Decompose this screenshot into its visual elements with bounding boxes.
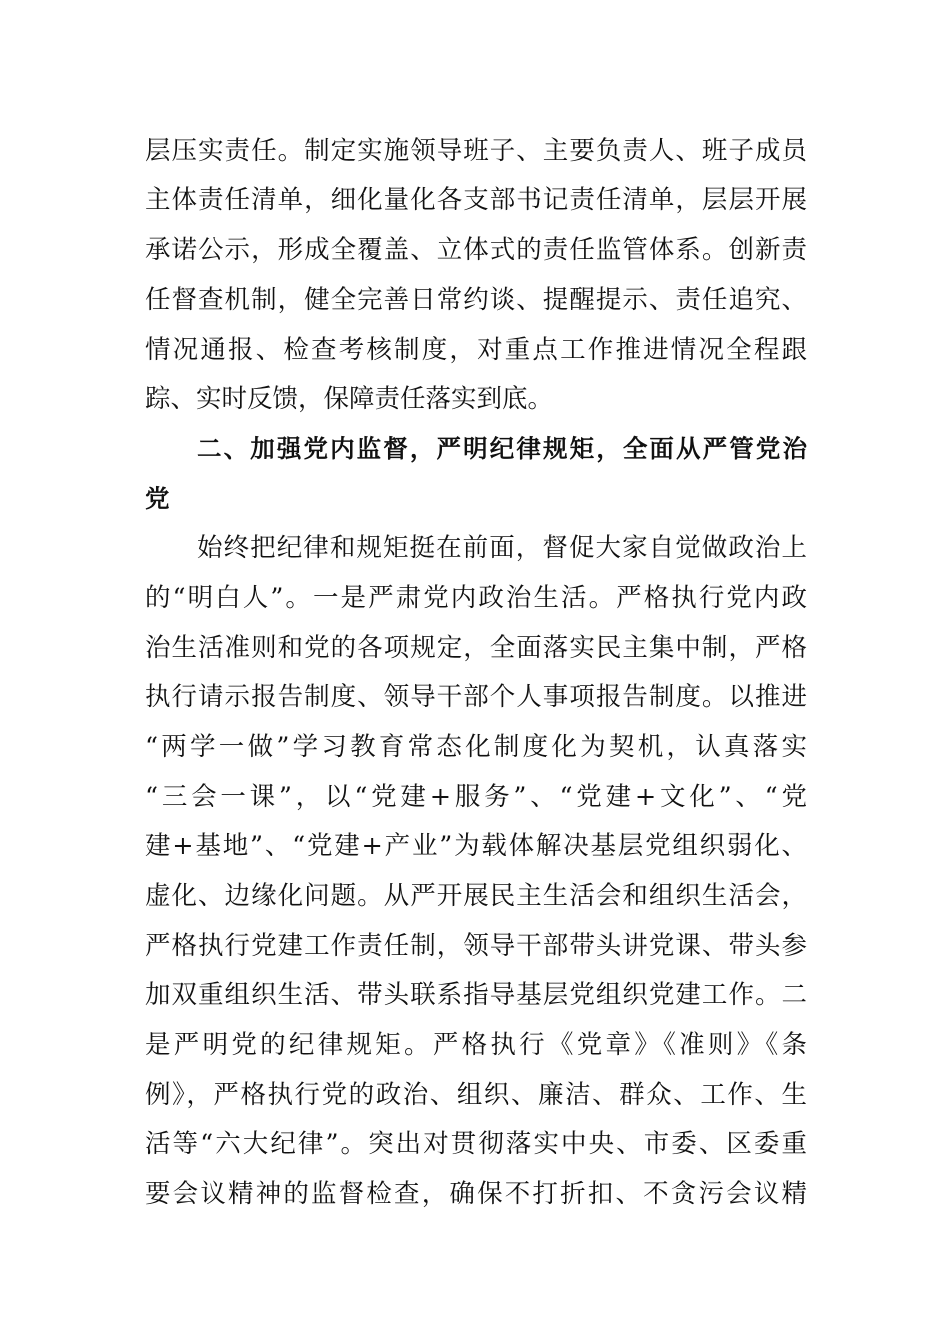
paragraph-line: 情况通报、检查考核制度，对重点工作推进情况全程跟: [145, 335, 807, 365]
paragraph-line: 严格执行党建工作责任制，领导干部带头讲党课、带头参: [145, 931, 807, 961]
paragraph-line: 承诺公示，形成全覆盖、立体式的责任监管体系。创新责: [145, 235, 807, 265]
section-heading: 二、加强党内监督，严明纪律规矩，全面从严管党治: [197, 434, 807, 463]
paragraph-line: 治生活准则和党的各项规定，全面落实民主集中制，严格: [145, 633, 807, 663]
paragraph-line: 加双重组织生活、带头联系指导基层党组织党建工作。二: [145, 980, 807, 1010]
paragraph-line: 例》，严格执行党的政治、组织、廉洁、群众、工作、生: [145, 1080, 807, 1110]
paragraph-line: 活等“六大纪律”。突出对贯彻落实中央、市委、区委重: [145, 1129, 807, 1159]
paragraph-line: 的“明白人”。一是严肃党内政治生活。严格执行党内政: [145, 583, 807, 613]
paragraph-line: 层压实责任。制定实施领导班子、主要负责人、班子成员: [145, 136, 807, 166]
paragraph-line: “两学一做”学习教育常态化制度化为契机，认真落实: [145, 732, 807, 762]
paragraph-line: 是严明党的纪律规矩。严格执行《党章》《准则》《条: [145, 1030, 807, 1060]
paragraph-line: 踪、实时反馈，保障责任落实到底。: [145, 384, 554, 414]
paragraph-line: 任督查机制，健全完善日常约谈、提醒提示、责任追究、: [145, 285, 807, 315]
paragraph-line: 执行请示报告制度、领导干部个人事项报告制度。以推进: [145, 682, 807, 712]
paragraph-line: 要会议精神的监督检查，确保不打折扣、不贪污会议精: [145, 1179, 807, 1209]
paragraph-line: 虚化、边缘化问题。从严开展民主生活会和组织生活会，: [145, 881, 807, 911]
section-heading: 党: [145, 484, 170, 513]
paragraph-line: “三会一课”，以“党建+服务”、“党建+文化”、“党: [145, 782, 807, 812]
paragraph-line: 建+基地”、“党建+产业”为载体解决基层党组织弱化、: [145, 831, 807, 861]
paragraph-line: 主体责任清单，细化量化各支部书记责任清单，层层开展: [145, 185, 807, 215]
paragraph-line: 始终把纪律和规矩挺在前面，督促大家自觉做政治上: [197, 533, 807, 563]
